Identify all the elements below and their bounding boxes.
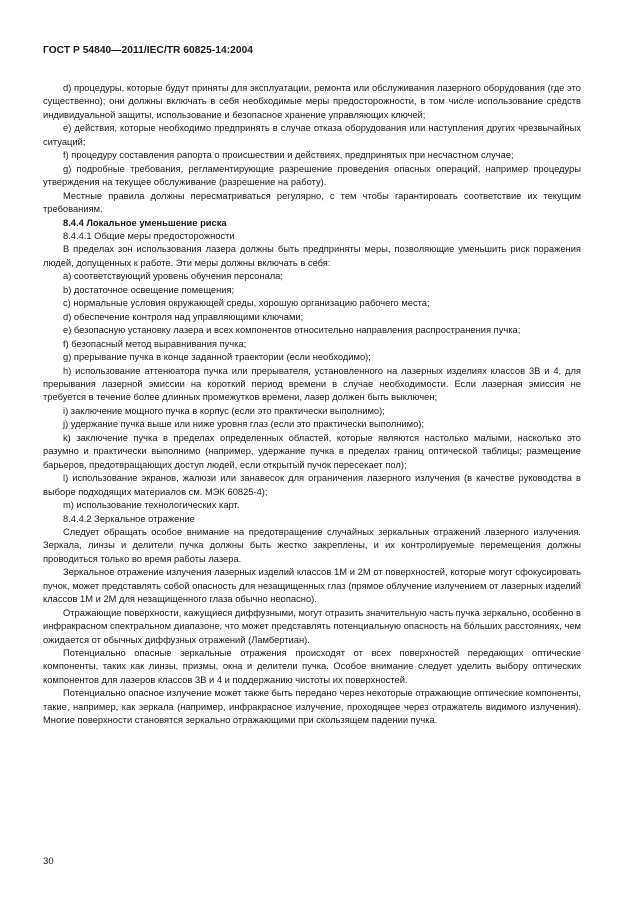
paragraph: g) подробные требования, регламентирующие разрешение проведения опасных операций, например процедуры утверждения на текущее обслуживание (разрешение на работу). xyxy=(43,163,581,188)
document-body xyxy=(43,82,581,728)
paragraph: h) использование аттенюатора пучка или прерывателя, установленного на лазерных изделиях классов 3B и 4, для прерывания лазерной эмиссии на короткий период времени в случае необходимости. Если лазерная эмиссия не требуется в течение более длинных промежутков времени, лазер должен быть выключен; xyxy=(43,365,581,403)
paragraph: k) заключение пучка в пределах определенных областей, которые являются настолько малыми, насколько это разумно и практически выполнимо (например, удержание пучка в пределах границ оптической таблицы; размещение барьеров, предотвращающих доступ людей, если открытый пучок пересекает пол); xyxy=(43,432,581,470)
paragraph: Потенциально опасные зеркальные отражения происходят от всех поверхностей передающих оптические компоненты, таких как линзы, призмы, окна и делители пучка. Особое внимание следует уделить выбору оптических компонентов для лазеров классов 3B и 4 и поддержанию чистоты их поверхностей. xyxy=(43,648,581,685)
paragraph: c) нормальные условия окружающей среды, хорошую организацию рабочего места; xyxy=(63,298,430,309)
paragraph: Отражающие поверхности, кажущиеся диффузными, могут отразить значительную часть пучка зеркально, особенно в инфракрасном спектральном диапазоне, что может представлять потенциальную опасность на бо́льших расстояниях, чем ожидается от обычных диффузных отражений (Ламбертиан). xyxy=(43,607,581,645)
paragraph: d) процедуры, которые будут приняты для эксплуатации, ремонта или обслуживания лазерного оборудования (где это существенно); они должны включать в себя необходимые меры предосторожности, в том числе использование средств индивидуальной защиты, использование и безопасное хранение управляющих ключей; xyxy=(43,83,581,120)
paragraph: e) безопасную установку лазера и всех компонентов относительно направления распространения пучка; xyxy=(63,325,521,336)
paragraph: Потенциально опасное излучение может также быть передано через некоторые отражающие оптические компоненты, такие, например, как зеркала (например, инфракрасное излучение, проходящее через отражатель видимого излучения). Многие поверхности становятся зеркально отражающими при скользящем падении пучка. xyxy=(43,688,581,726)
paragraph: Следует обращать особое внимание на предотвращение случайных зеркальных отражений лазерного излучения. Зеркала, линзы и делители пучка должны быть жестко закреплены, и их контролируемые перемещения должны проводиться только во время работы лазера. xyxy=(43,526,581,564)
standard-header: ГОСТ Р 54840—2011/IEC/TR 60825-14:2004 xyxy=(43,45,254,56)
page-number: 30 xyxy=(43,856,54,867)
paragraph: Местные правила должны пересматриваться регулярно, с тем чтобы гарантировать соответствие их текущим требованиям. xyxy=(43,190,581,215)
section-heading: 8.4.4 Локальное уменьшение риска xyxy=(63,217,227,228)
paragraph: a) соответствующий уровень обучения персонала; xyxy=(63,271,283,282)
paragraph: 8.4.4.1 Общие меры предосторожности xyxy=(63,230,235,241)
paragraph: f) процедуру составления рапорта о происшествии и действиях, предпринятых при несчастном случае; xyxy=(63,150,514,161)
paragraph: 8.4.4.2 Зеркальное отражение xyxy=(63,513,195,524)
paragraph: i) заключение мощного пучка в корпус (если это практически выполнимо); xyxy=(63,405,385,416)
paragraph: В пределах зон использования лазера должны быть предприняты меры, позволяющие уменьшить риск поражения людей, допущенных к работе. Эти меры должны включать в себя: xyxy=(43,244,581,268)
paragraph: d) обеспечение контроля над управляющими ключами; xyxy=(63,311,304,322)
paragraph: f) безопасный метод выравнивания пучка; xyxy=(63,338,247,349)
paragraph: b) достаточное освещение помещения; xyxy=(63,284,235,295)
paragraph: m) использование технологических карт. xyxy=(63,500,240,511)
paragraph: j) удержание пучка выше или ниже уровня глаз (если это практически выполнимо); xyxy=(63,419,424,430)
paragraph: e) действия, которые необходимо предпринять в случае отказа оборудования или наступления других чрезвычайных ситуаций; xyxy=(43,123,581,147)
paragraph: l) использование экранов, жалюзи или занавесок для ограничения лазерного излучения (в качестве руководства в выборе подходящих материалов см. МЭК 60825-4); xyxy=(43,473,581,497)
paragraph: Зеркальное отражение излучения лазерных изделий классов 1M и 2M от поверхностей, которые могут сфокусировать пучок, может представлять собой опасность для незащищенных глаз (прямое облучение излучением от лазерных изделий классов 1M и 2M для незащищенного глаза обычно неопасно). xyxy=(43,567,581,605)
paragraph: g) прерывание пучка в конце заданной траектории (если необходимо); xyxy=(63,352,371,363)
